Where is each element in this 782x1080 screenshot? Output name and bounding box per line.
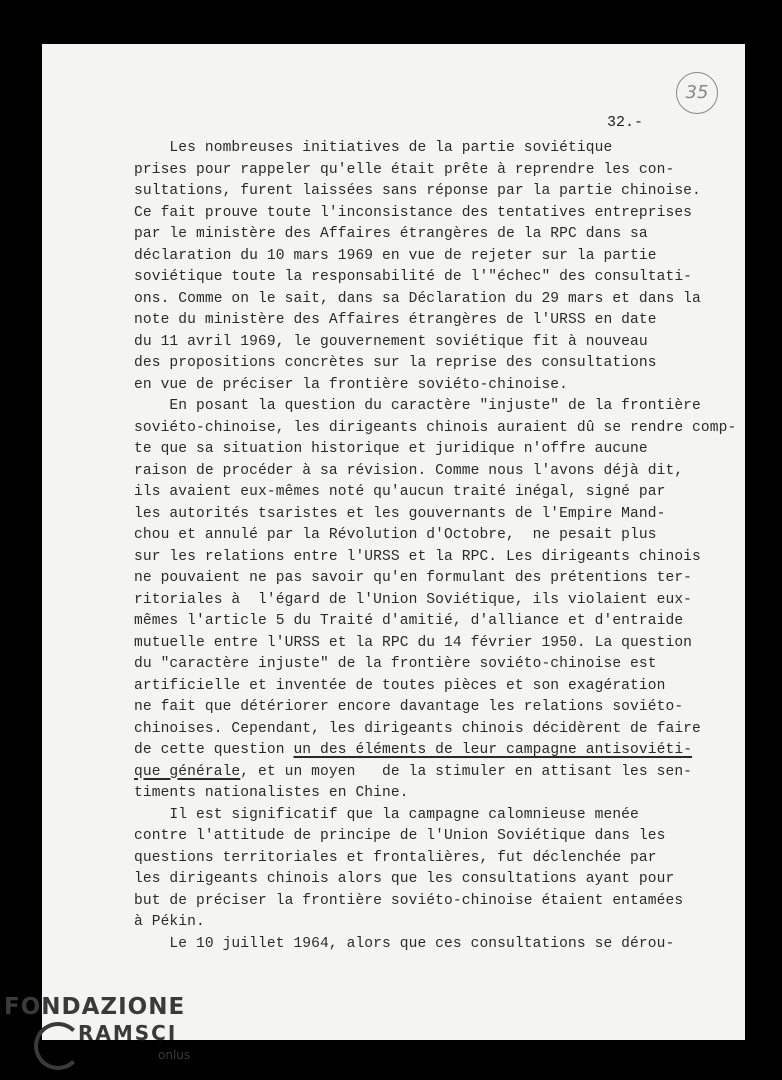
- text-line: sur les relations entre l'URSS et la RPC. Les dirigeants chinois: [134, 548, 701, 565]
- text-line: soviétique toute la responsabilité de l'"échec" des consultati-: [134, 269, 693, 285]
- text-line: mêmes l'article 5 du Traité d'amitié, d'alliance et d'entraide: [134, 613, 684, 629]
- text-line: sultations, furent laissées sans réponse par la partie chinoise.: [134, 183, 701, 199]
- text-line: de cette question un des éléments de leur campagne antisoviéti-: [134, 742, 693, 758]
- text-line: déclaration du 10 mars 1969 en vue de rejeter sur la partie: [134, 247, 657, 264]
- text-line: En posant la question du caractère "injuste" de la frontière: [134, 398, 701, 414]
- text-line: à Pékin.: [134, 914, 205, 930]
- text-line: chou et annulé par la Révolution d'Octobre, ne pesait plus: [134, 527, 657, 543]
- text-line: des propositions concrètes sur la reprise des consultations: [134, 355, 657, 371]
- text-line: questions territoriales et frontalières, fut déclenchée par: [134, 849, 657, 866]
- text-line: du 11 avril 1969, le gouvernement soviétique fit à nouveau: [134, 333, 648, 350]
- text-line: les autorités tsaristes et les gouvernants de l'Empire Mand-: [134, 505, 666, 522]
- text-line: ne pouvaient ne pas savoir qu'en formulant des prétentions ter-: [134, 570, 693, 586]
- page-number: 32.-: [607, 114, 644, 131]
- text-line: artificielle et inventée de toutes pièces et son exagération: [134, 677, 666, 694]
- text-line: du "caractère injuste" de la frontière soviéto-chinoise est: [134, 656, 657, 672]
- text-line: note du ministère des Affaires étrangères de l'URSS en date: [134, 312, 657, 328]
- text-line: par le ministère des Affaires étrangères de la RPC dans sa: [134, 226, 648, 242]
- text-line: mutuelle entre l'URSS et la RPC du 14 février 1950. La question: [134, 634, 693, 651]
- text-line: raison de procéder à sa révision. Comme nous l'avons déjà dit,: [134, 462, 684, 479]
- text-line: timents nationalistes en Chine.: [134, 785, 409, 801]
- watermark-g-icon: [34, 1022, 82, 1070]
- text-line: que générale, et un moyen de la stimuler en attisant les sen-: [134, 763, 693, 780]
- text-line: but de préciser la frontière soviéto-chinoise étaient entamées: [134, 892, 684, 909]
- text-line: ritoriales à l'égard de l'Union Soviétique, ils violaient eux-: [134, 591, 693, 608]
- text-line: soviéto-chinoise, les dirigeants chinois auraient dû se rendre comp-: [134, 419, 737, 436]
- text-line: Ce fait prouve toute l'inconsistance des tentatives entreprises: [134, 204, 693, 221]
- text-line: prises pour rappeler qu'elle était prête à reprendre les con-: [134, 161, 675, 178]
- text-line: ils avaient eux-mêmes noté qu'aucun traité inégal, signé par: [134, 484, 666, 500]
- text-line: contre l'attitude de principe de l'Union Soviétique dans les: [134, 828, 666, 844]
- body-text: [134, 138, 737, 955]
- text-line: te que sa situation historique et juridique n'offre aucune: [134, 441, 648, 457]
- archive-stamp-number: 35: [676, 72, 718, 114]
- text-line: en vue de préciser la frontière soviéto-chinoise.: [134, 376, 569, 393]
- text-line: chinoises. Cependant, les dirigeants chinois décidèrent de faire: [134, 720, 701, 737]
- text-line: Les nombreuses initiatives de la partie soviétique: [134, 140, 613, 156]
- text-line: les dirigeants chinois alors que les consultations ayant pour: [134, 871, 675, 887]
- underlined-phrase: un des éléments de leur campagne antisoviéti-: [293, 742, 693, 758]
- text-line: Il est significatif que la campagne calomnieuse menée: [134, 806, 639, 823]
- text-line: ons. Comme on le sait, dans sa Déclaration du 29 mars et dans la: [134, 290, 701, 307]
- watermark-logo: FONDAZIONE RAMSCI: [4, 994, 186, 1045]
- text-line: Le 10 juillet 1964, alors que ces consultations se dérou-: [134, 935, 675, 952]
- underlined-phrase: que générale: [134, 763, 241, 780]
- watermark-suffix: onlus: [158, 1048, 191, 1062]
- text-line: ne fait que détériorer encore davantage les relations soviéto-: [134, 699, 684, 715]
